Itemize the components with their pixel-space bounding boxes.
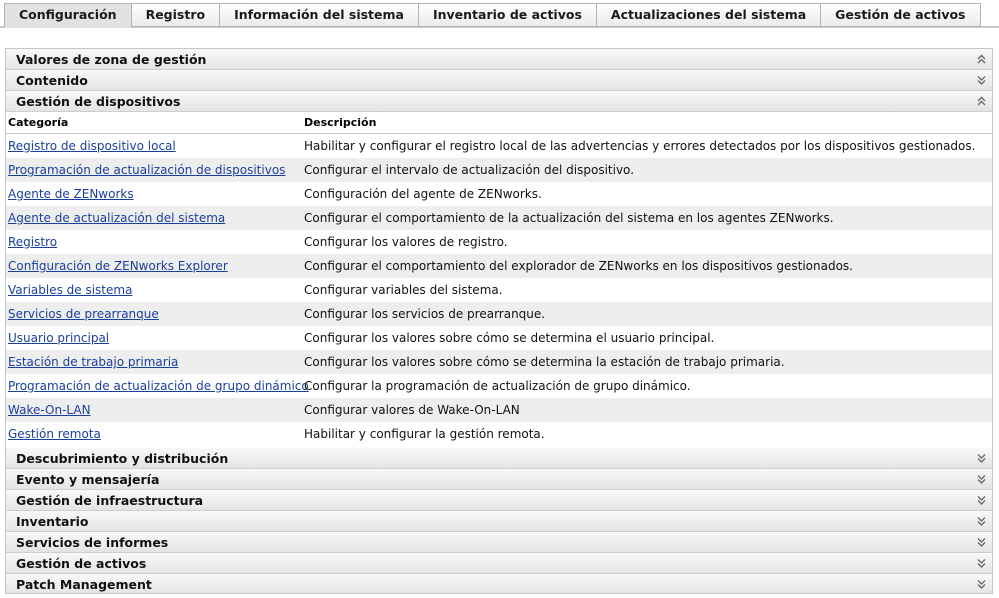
tab-informacion-del-sistema[interactable]: Información del sistema [220,3,419,27]
category-cell [6,259,304,273]
description-cell: Habilitar y configurar la gestión remota. [304,427,545,441]
table-row [6,206,992,230]
description-cell: Configurar los servicios de prearranque. [304,307,546,321]
category-link[interactable]: Gestión remota [8,427,101,441]
category-cell [6,307,304,321]
tab-configuracion[interactable]: Configuración [4,3,132,28]
table-row [6,254,992,278]
section-header-gestion-de-dispositivos[interactable] [6,91,992,112]
table-row [6,302,992,326]
description-cell: Configurar los valores sobre cómo se determina la estación de trabajo primaria. [304,355,785,369]
category-cell [6,235,304,249]
category-cell [6,163,304,177]
section-title: Valores de zona de gestión [16,52,207,67]
category-cell [6,211,304,225]
section-title: Patch Management [16,577,152,592]
expand-down-icon[interactable] [974,553,988,573]
tab-registro[interactable]: Registro [132,3,221,27]
tab-bar [0,0,999,30]
table-row [6,158,992,182]
category-link[interactable]: Usuario principal [8,331,110,345]
expand-down-icon[interactable] [974,70,988,90]
category-cell [6,427,304,441]
table-header [6,112,992,134]
category-cell [6,139,304,153]
section-title: Inventario [16,514,89,529]
section-title: Evento y mensajería [16,472,160,487]
table-row [6,350,992,374]
description-cell: Configurar el intervalo de actualización del dispositivo. [304,163,635,177]
category-link[interactable]: Agente de ZENworks [8,187,134,201]
section-header-gestion-de-activos[interactable] [6,553,992,574]
description-cell: Configurar valores de Wake-On-LAN [304,403,520,417]
category-cell [6,187,304,201]
category-cell [6,403,304,417]
section-header-inventario[interactable] [6,511,992,532]
device-management-table [6,112,992,448]
category-cell [6,283,304,297]
column-header-description[interactable]: Descripción [304,116,377,129]
category-link[interactable]: Configuración de ZENworks Explorer [8,259,228,273]
description-cell: Configurar el comportamiento del explorador de ZENworks en los dispositivos gestionados. [304,259,853,273]
category-cell [6,331,304,345]
section-title: Gestión de activos [16,556,147,571]
tabs [4,3,981,28]
table-row [6,398,992,422]
section-title: Gestión de dispositivos [16,94,181,109]
section-header-patch-management[interactable] [6,574,992,594]
section-header-valores-de-zona-de-gestion[interactable] [6,49,992,70]
section-title: Servicios de informes [16,535,169,550]
category-link[interactable]: Wake-On-LAN [8,403,91,417]
table-row [6,374,992,398]
expand-down-icon[interactable] [974,490,988,510]
section-header-contenido[interactable] [6,70,992,91]
description-cell: Configuración del agente de ZENworks. [304,187,542,201]
table-row [6,134,992,158]
category-link[interactable]: Agente de actualización del sistema [8,211,226,225]
category-link[interactable]: Registro de dispositivo local [8,139,176,153]
expand-down-icon[interactable] [974,532,988,552]
category-cell [6,355,304,369]
section-title: Descubrimiento y distribución [16,451,229,466]
category-link[interactable]: Programación de actualización de dispositivos [8,163,286,177]
category-link[interactable]: Registro [8,235,58,249]
section-title: Contenido [16,73,88,88]
category-link[interactable]: Variables de sistema [8,283,133,297]
description-cell: Configurar los valores de registro. [304,235,508,249]
expand-down-icon[interactable] [974,574,988,594]
expand-down-icon[interactable] [974,511,988,531]
category-link[interactable]: Servicios de prearranque [8,307,159,321]
category-cell [6,379,309,393]
collapse-up-icon[interactable] [974,49,988,69]
description-cell: Configurar los valores sobre cómo se determina el usuario principal. [304,331,715,345]
category-link[interactable]: Programación de actualización de grupo dinámico [8,379,309,393]
table-row [6,422,992,446]
section-title: Gestión de infraestructura [16,493,204,508]
table-row [6,182,992,206]
tab-inventario-de-activos[interactable]: Inventario de activos [419,3,597,27]
tab-actualizaciones-del-sistema[interactable]: Actualizaciones del sistema [597,3,821,27]
collapse-up-icon[interactable] [974,91,988,111]
description-cell: Configurar variables del sistema. [304,283,503,297]
table-row [6,230,992,254]
settings-panel [5,48,993,594]
description-cell: Habilitar y configurar el registro local de las advertencias y errores detectados por los dispositivos gestionados. [304,139,976,153]
section-header-evento-y-mensajeria[interactable] [6,469,992,490]
description-cell: Configurar el comportamiento de la actualización del sistema en los agentes ZENworks. [304,211,834,225]
section-header-servicios-de-informes[interactable] [6,532,992,553]
expand-down-icon[interactable] [974,448,988,468]
description-cell: Configurar la programación de actualización de grupo dinámico. [304,379,691,393]
category-link[interactable]: Estación de trabajo primaria [8,355,179,369]
expand-down-icon[interactable] [974,469,988,489]
section-header-descubrimiento-y-distribucion[interactable] [6,448,992,469]
column-header-category[interactable]: Categoría [8,116,69,129]
section-header-gestion-de-infraestructura[interactable] [6,490,992,511]
tab-gestion-de-activos[interactable]: Gestión de activos [821,3,980,27]
table-row [6,278,992,302]
table-row [6,326,992,350]
